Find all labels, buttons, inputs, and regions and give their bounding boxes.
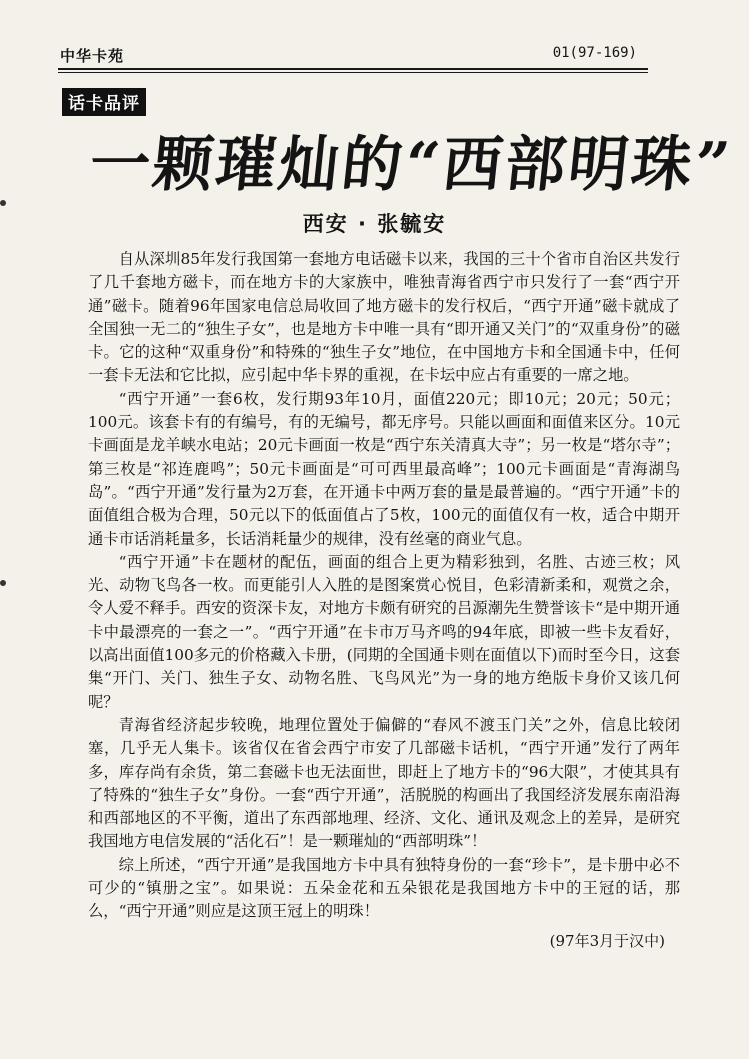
issue-number: 01(97-169) <box>552 45 637 61</box>
header-rule-thin <box>58 72 648 73</box>
article-body <box>88 248 680 924</box>
paragraph: “西宁开通”卡在题材的配伍，画面的组合上更为精彩独到，名胜、古迹三枚；风光、动物飞鸟各一枚。而更能引人入胜的是图案赏心悦目，色彩清新柔和，观赏之余，令人爱不释手。西安的资深卡友，对地方卡颇有研究的吕源潮先生赞誉该卡“是中期开通卡中最漂亮的一套之一”。“西宁开通”在卡市万马齐鸣的94年底，即被一些卡友看好，以高出面值100多元的价格藏入卡册，(同期的全国通卡则在面值以下)而时至今日，这套集“开门、关门、独生子女、动物名胜、飞鸟风光”为一身的地方绝版卡身价又该几何呢？ <box>88 552 680 711</box>
paragraph: 自从深圳85年发行我国第一套地方电话磁卡以来，我国的三十个省市自治区共发行了几千套地方磁卡，而在地方卡的大家族中，唯独青海省西宁市只发行了一套“西宁开通”磁卡。随着96年国家电信总局收回了地方磁卡的发行权后，“西宁开通”磁卡就成了全国独一无二的“独生子女”，也是地方卡中唯一具有“即开通又关门”的“双重身份”的磁卡。它的这种“双重身份”和特殊的“独生子女”地位，在中国地方卡和全国通卡中，任何一套卡无法和它比拟，应引起中华卡界的重视，在卡坛中应占有重要的一席之地。 <box>88 250 680 385</box>
binding-hole-mark <box>0 580 6 586</box>
article-author: 西安 · 张毓安 <box>302 212 447 236</box>
publication-name: 中华卡苑 <box>60 47 125 65</box>
article-signoff: (97年3月于汉中) <box>549 932 665 950</box>
paragraph: 青海省经济起步较晚，地理位置处于偏僻的“春风不渡玉门关”之外，信息比较闭塞，几乎无人集卡。该省仅在省会西宁市安了几部磁卡话机，“西宁开通”发行了两年多，库存尚有余货，第二套磁卡也无法面世，即赶上了地方卡的“96大限”，才使其具有了特殊的“独生子女”身份。一套“西宁开通”，活脱脱的构画出了我国经济发展东南沿海和西部地区的不平衡，道出了东西部地理、经济、文化、通讯及观念上的差异，是研究我国地方电信发展的“活化石”！是一颗璀灿的“西部明珠”！ <box>88 715 680 851</box>
header-rule <box>58 68 648 70</box>
binding-hole-mark <box>0 200 6 206</box>
paragraph: 综上所述，“西宁开通”是我国地方卡中具有独特身份的一套“珍卡”，是卡册中必不可少的“镇册之宝”。如果说：五朵金花和五朵银花是我国地方卡中的王冠的话，那么，“西宁开通”则应是这顶王冠上的明珠！ <box>88 855 680 921</box>
paragraph: “西宁开通”一套6枚，发行期93年10月，面值220元；即10元；20元；50元；100元。该套卡有的有编号，有的无编号，都无序号。只能以画面和面值来区分。10元卡画面是龙羊峡水电站；20元卡画面一枚是“西宁东关清真大寺”；另一枚是“塔尔寺”；第三枚是“祁连鹿鸣”；50元卡画面是“可可西里最高峰”；100元卡画面是“青海湖鸟岛”。“西宁开通”发行量为2万套，在开通卡中两万套的量是最普遍的。“西宁开通”卡的面值组合极为合理，50元以下的低面值占了5枚，100元的面值仅有一枚，适合中期开通卡市话消耗量多，长话消耗量少的规律，没有丝毫的商业气息。 <box>88 389 680 548</box>
article-title: 一颗璀灿的“西部明珠” <box>86 130 736 200</box>
column-tag: 话卡品评 <box>62 88 146 116</box>
